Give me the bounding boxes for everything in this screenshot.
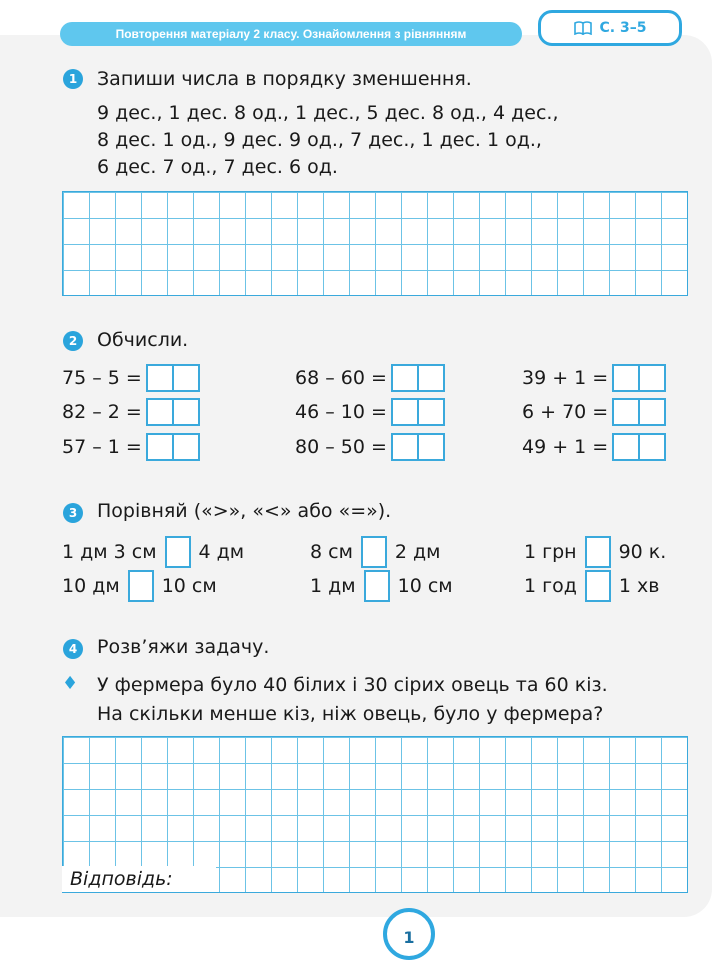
answer-box[interactable] bbox=[612, 398, 666, 426]
expr-row bbox=[522, 364, 666, 392]
answer-box[interactable] bbox=[391, 433, 445, 461]
answer-grid-task1[interactable] bbox=[62, 191, 688, 296]
expression: 39 + 1 = bbox=[522, 367, 609, 389]
task3-title: Порівняй («>», «<» або «=»). bbox=[97, 500, 392, 522]
compare-right: 90 к. bbox=[618, 541, 667, 563]
expr-row bbox=[62, 364, 200, 392]
compare-box[interactable] bbox=[364, 570, 390, 602]
page-reference-text: С. 3–5 bbox=[599, 20, 647, 36]
compare-item bbox=[524, 536, 666, 568]
expression: 68 – 60 = bbox=[295, 367, 387, 389]
diamond-bullet-icon: ♦ bbox=[62, 673, 79, 694]
compare-right: 10 см bbox=[397, 575, 453, 597]
expression: 46 – 10 = bbox=[295, 401, 387, 423]
page-number: 1 bbox=[383, 908, 435, 960]
answer-box[interactable] bbox=[146, 433, 200, 461]
task1-line-3: 6 дес. 7 од., 7 дес. 6 од. bbox=[97, 156, 338, 178]
answer-box[interactable] bbox=[391, 398, 445, 426]
expression: 49 + 1 = bbox=[522, 436, 609, 458]
expression: 57 – 1 = bbox=[62, 436, 142, 458]
answer-box[interactable] bbox=[146, 364, 200, 392]
task-number-4: 4 bbox=[63, 639, 83, 659]
expression: 6 + 70 = bbox=[522, 401, 609, 423]
expression: 82 – 2 = bbox=[62, 401, 142, 423]
expr-row bbox=[522, 433, 666, 461]
topic-banner: Повторення матеріалу 2 класу. Ознайомлення з рівнянням bbox=[60, 22, 522, 46]
answer-box[interactable] bbox=[612, 433, 666, 461]
answer-box[interactable] bbox=[391, 364, 445, 392]
expr-row bbox=[522, 398, 666, 426]
compare-left: 1 год bbox=[524, 575, 577, 597]
answer-label: Відповідь: bbox=[62, 866, 216, 892]
expr-row bbox=[62, 398, 200, 426]
compare-left: 8 см bbox=[310, 541, 353, 563]
compare-box[interactable] bbox=[361, 536, 387, 568]
answer-box[interactable] bbox=[612, 364, 666, 392]
task1-title: Запиши числа в порядку зменшення. bbox=[97, 68, 472, 90]
book-icon bbox=[574, 21, 592, 35]
compare-box[interactable] bbox=[128, 570, 154, 602]
compare-right: 1 хв bbox=[618, 575, 660, 597]
expression: 75 – 5 = bbox=[62, 367, 142, 389]
compare-right: 2 дм bbox=[394, 541, 441, 563]
compare-left: 1 дм bbox=[310, 575, 356, 597]
problem-line-2: На скільки менше кіз, ніж овець, було у фермера? bbox=[97, 703, 604, 725]
compare-box[interactable] bbox=[585, 570, 611, 602]
compare-item bbox=[524, 570, 659, 602]
compare-left: 1 грн bbox=[524, 541, 577, 563]
answer-box[interactable] bbox=[146, 398, 200, 426]
task2-title: Обчисли. bbox=[97, 329, 189, 351]
task1-line-1: 9 дес., 1 дес. 8 од., 1 дес., 5 дес. 8 од., 4 дес., bbox=[97, 102, 559, 124]
compare-right: 4 дм bbox=[198, 541, 245, 563]
expression: 80 – 50 = bbox=[295, 436, 387, 458]
task1-line-2: 8 дес. 1 од., 9 дес. 9 од., 7 дес., 1 дес. 1 од., bbox=[97, 129, 542, 151]
expr-row bbox=[295, 433, 445, 461]
compare-item bbox=[310, 536, 441, 568]
compare-left: 1 дм 3 см bbox=[62, 541, 157, 563]
task4-title: Розв’яжи задачу. bbox=[97, 636, 270, 658]
compare-left: 10 дм bbox=[62, 575, 120, 597]
expr-row bbox=[295, 398, 445, 426]
task-number-1: 1 bbox=[63, 69, 83, 89]
task-number-2: 2 bbox=[63, 331, 83, 351]
problem-line-1: У фермера було 40 білих і 30 сірих овець та 60 кіз. bbox=[97, 674, 608, 696]
compare-item bbox=[62, 570, 217, 602]
compare-item bbox=[62, 536, 244, 568]
compare-box[interactable] bbox=[585, 536, 611, 568]
expr-row bbox=[295, 364, 445, 392]
compare-item bbox=[310, 570, 453, 602]
expr-row bbox=[62, 433, 200, 461]
task-number-3: 3 bbox=[63, 503, 83, 523]
compare-right: 10 см bbox=[161, 575, 217, 597]
page-reference-badge bbox=[538, 10, 682, 46]
compare-box[interactable] bbox=[165, 536, 191, 568]
